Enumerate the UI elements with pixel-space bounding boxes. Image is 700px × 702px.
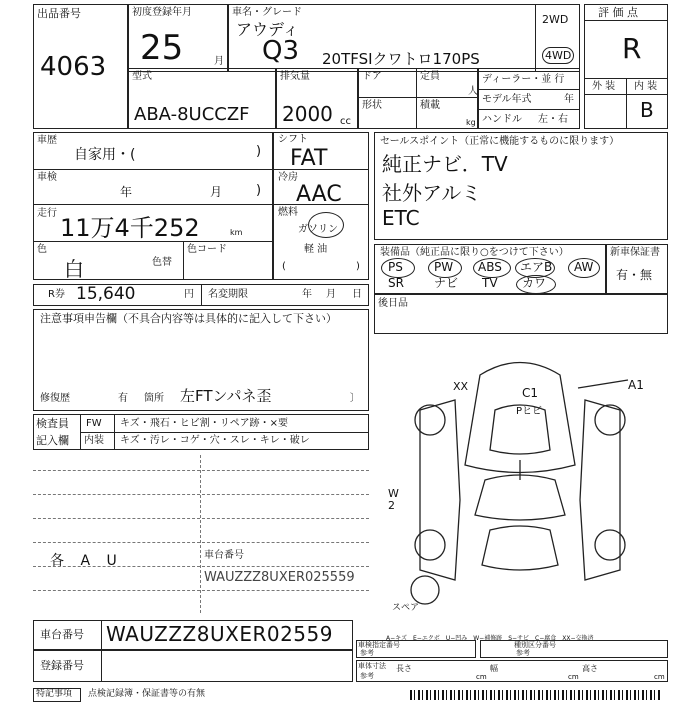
car-diagram: [400, 350, 640, 620]
remarks-line-2: [33, 494, 369, 495]
mileage-label: 走行: [37, 208, 57, 219]
sales-item-3: ETC: [382, 206, 420, 230]
designated-label: 車検指定番号: [358, 641, 400, 649]
diagram-pcrack: Pヒビ: [516, 406, 543, 417]
chassis-divider: [101, 620, 102, 650]
shape-label: 形状: [362, 100, 382, 111]
car-grade: 20TFSIクワトロ170PS: [322, 50, 480, 68]
diagram-spare-label: スペア: [392, 603, 420, 613]
lot-number: 4063: [40, 52, 107, 82]
equip-label: 装備品（純正品に限り○をつけて下さい）: [380, 247, 569, 258]
diagram-c1: C1: [522, 386, 539, 400]
car-name: アウディ: [236, 20, 299, 39]
equip-ps-circle: [381, 258, 415, 278]
recycle-label: R券: [48, 289, 65, 300]
diagram-a1: A1: [628, 378, 644, 392]
recycle-value: 15,640: [76, 284, 136, 304]
legend-text: A−キズ E−エクボ U−凹み W−補修跡 S−サビ C−腐食 XX−交換済: [386, 635, 594, 642]
dealer-label: ディーラー・並 行: [482, 74, 565, 85]
rating-label: 評 価 点: [598, 6, 638, 19]
inspector-int: 内装: [84, 435, 104, 446]
class-box: [480, 640, 668, 658]
history-label: 車歴: [37, 135, 57, 146]
dealer-divider-2: [478, 109, 580, 110]
remarks-line-4: [33, 542, 369, 543]
fuel-close: ): [356, 261, 360, 272]
inspector-int-items: キズ・汚レ・コゲ・穴・スレ・キレ・破レ: [120, 435, 310, 446]
shift-label: シフト: [278, 134, 308, 145]
equip-tv: TV: [482, 276, 498, 290]
cap-label: 定員: [420, 71, 440, 82]
repair-location-label: 箇所: [144, 393, 164, 404]
remarks-aw: 各 A U: [50, 553, 123, 569]
recycle-unit: 円: [184, 289, 194, 300]
fuel-label: 燃料: [278, 207, 298, 218]
equip-leather-circle: [516, 275, 556, 294]
drive-4wd: 4WD: [542, 47, 574, 64]
later-parts-box: [374, 294, 668, 334]
inspector-hdivider: [80, 432, 369, 433]
drive-divider: [535, 4, 536, 72]
reg-divider: [101, 650, 102, 682]
inspection-label: 車検: [37, 172, 57, 183]
disp-label: 排気量: [280, 71, 310, 82]
equip-leather: カワ: [522, 276, 547, 290]
warranty-value: 有・無: [616, 268, 653, 282]
rating-divider: [584, 20, 668, 21]
cap-unit: 人: [468, 86, 478, 97]
mileage-value: 11万4千252: [60, 214, 200, 242]
diagram-a1-arrow: [578, 380, 628, 388]
mileage-unit: km: [230, 228, 243, 237]
door-hdivider: [358, 97, 478, 98]
inspection-year: 年: [120, 185, 133, 199]
door-divider: [416, 68, 417, 129]
dealer-divider-1: [478, 89, 580, 90]
diagram-w2: W2: [388, 487, 399, 512]
disp-value: 2000: [282, 102, 333, 126]
type-value: ABA-8UCCZF: [134, 104, 250, 125]
recycle-divider: [201, 284, 202, 306]
equip-airbag: エアB: [520, 260, 553, 274]
designated-ref: 参考: [360, 649, 374, 657]
first-reg-month-unit: 月: [214, 56, 224, 67]
model-year-label: モデル年式: [482, 94, 532, 105]
diagram-left-side: [420, 400, 460, 580]
chassis-label: 車台番号: [40, 628, 84, 641]
sales-item-2: 社外アルミ: [382, 181, 482, 205]
equip-ps: PS: [388, 260, 403, 274]
reg-label: 登録番号: [40, 659, 84, 672]
diagram-trunk: [482, 526, 558, 570]
warranty-label: 新車保証書: [610, 247, 660, 258]
history-divider: [33, 169, 273, 170]
repair-location-value: 左FTンパネ歪: [180, 387, 272, 405]
rating-vdivider: [626, 78, 627, 129]
inspector-label-2: 記入欄: [36, 434, 69, 447]
first-reg-label: 初度登録年月: [132, 7, 192, 18]
dim-unit-3: cm: [654, 673, 665, 681]
diagram-roof-outline: [465, 363, 575, 473]
drive-2wd: 2WD: [542, 13, 569, 26]
mileage-divider: [33, 241, 273, 242]
load-unit: kg: [466, 118, 476, 127]
equip-pw: PW: [434, 260, 454, 274]
name-change-label: 名変期限: [208, 289, 248, 300]
cooling-value: AAC: [296, 182, 342, 207]
model-year-unit: 年: [564, 94, 574, 105]
diagram-right-side: [580, 400, 620, 580]
car-label: 車名・グレード: [232, 7, 302, 18]
rating-score: R: [622, 32, 642, 65]
name-change-day: 日: [352, 289, 362, 300]
bottom-label: 特記事項: [36, 689, 73, 699]
rating-divider-3: [584, 94, 668, 95]
remarks-chassis-label: 車台番号: [204, 550, 244, 561]
color-label: 色: [37, 244, 47, 255]
repair-label: 修復歴: [40, 393, 70, 404]
equip-aw-circle: [568, 258, 600, 278]
name-change-month: 月: [326, 289, 336, 300]
handle-value: 左・右: [538, 114, 568, 125]
inspection-divider: [33, 204, 273, 205]
rating-ext-label: 外 装: [592, 81, 616, 92]
inspector-label-1: 検査員: [36, 417, 69, 430]
body-ref: 参考: [360, 672, 374, 680]
color-code-label: 色コード: [187, 244, 227, 255]
color-value: 白: [64, 257, 84, 281]
dim-height: 高さ: [582, 664, 598, 673]
later-parts-label: 後日品: [378, 298, 408, 309]
rating-int-score: B: [640, 98, 654, 122]
name-change-year: 年: [302, 289, 312, 300]
equip-abs: ABS: [478, 260, 502, 274]
load-label: 積載: [420, 100, 440, 111]
class-ref: 参考: [516, 649, 530, 657]
fuel-open: (: [282, 261, 286, 272]
dim-width: 幅: [490, 664, 498, 673]
repair-close: 〕: [350, 393, 360, 404]
remarks-chassis: WAUZZZ8UXER025559: [204, 570, 355, 585]
equip-navi: ナビ: [434, 276, 459, 290]
inspection-month: 月: [210, 185, 223, 199]
disp-unit: cc: [340, 116, 351, 127]
color-repaint-label: 色替: [152, 257, 172, 268]
remarks-line-6: [33, 590, 369, 591]
equip-sr: SR: [388, 276, 404, 290]
rating-int-label: 内 装: [634, 81, 658, 92]
sales-item-1: 純正ナビ．TV: [382, 152, 508, 176]
lot-label: 出品番号: [37, 7, 81, 20]
first-reg-year: 25: [140, 28, 184, 68]
remarks-line-1: [33, 470, 369, 471]
inspector-fw: FW: [86, 418, 102, 429]
handle-label: ハンドル: [482, 114, 522, 125]
diagram-hood: [475, 475, 565, 520]
sales-label: セールスポイント（正常に機能するものに限ります）: [380, 136, 620, 147]
class-label: 種別区分番号: [514, 641, 556, 649]
cooling-label: 冷房: [278, 172, 298, 183]
remarks-line-3: [33, 518, 369, 519]
inspector-fw-items: キズ・飛石・ヒビ割・リペア跡・×要: [120, 418, 288, 429]
fuel-circle: [308, 212, 344, 238]
inspection-close: ): [256, 183, 262, 198]
body-label: 車体寸法: [358, 662, 386, 670]
shift-divider: [273, 169, 369, 170]
color-divider: [183, 241, 184, 280]
door-label: ドア: [362, 71, 382, 82]
dim-length: 長さ: [396, 664, 412, 673]
equip-pw-circle: [428, 258, 462, 278]
repair-value: 有: [118, 393, 128, 404]
bottom-text: 点検記録簿・保証書等の有無: [88, 689, 206, 699]
dim-unit-1: cm: [476, 673, 487, 681]
equip-aw: AW: [574, 260, 594, 274]
barcode: [410, 690, 660, 700]
dim-unit-2: cm: [568, 673, 579, 681]
history-value: 自家用・(: [74, 147, 136, 163]
shift-value: FAT: [290, 146, 328, 171]
diagram-xx: XX: [453, 380, 469, 393]
fuel-gas: ガソリン: [298, 224, 338, 235]
history-close: ): [256, 144, 262, 159]
notes-label: 注意事項申告欄（不具合内容等は具体的に記入して下さい）: [40, 312, 337, 325]
diagram-spare-wheel: [411, 576, 439, 604]
chassis-value: WAUZZZ8UXER02559: [106, 622, 333, 646]
equip-abs-circle: [473, 258, 511, 278]
cooling-divider: [273, 204, 369, 205]
car-model: Q3: [262, 36, 300, 66]
fuel-diesel: 軽 油: [304, 244, 328, 255]
type-label: 型式: [132, 71, 152, 82]
